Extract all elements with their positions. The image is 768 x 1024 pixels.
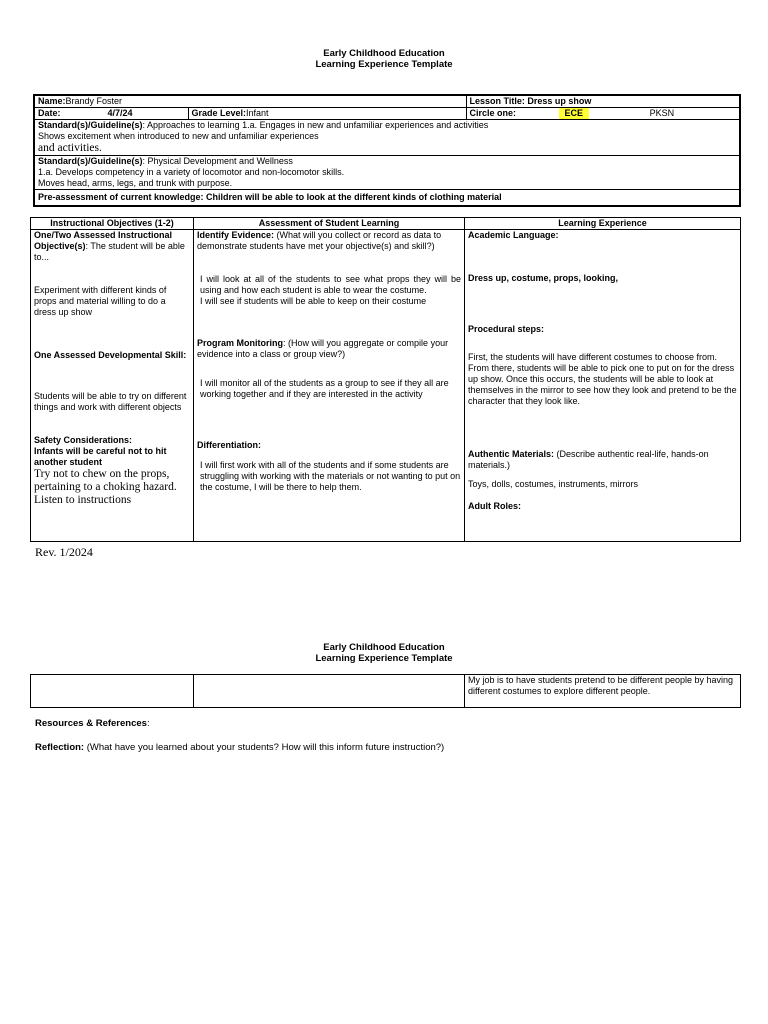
reflection	[35, 742, 444, 753]
date-value: 4/7/24	[107, 108, 133, 118]
standard-2-cell	[34, 156, 740, 190]
document-title-page-2	[0, 642, 768, 664]
standard-1-line-2: Shows excitement when introduced to new and unfamiliar experiences	[38, 131, 319, 141]
reflection-text: (What have you learned about your students? How will this inform future instruction?)	[84, 742, 445, 753]
name-value: Brandy Foster	[65, 96, 123, 106]
resources-references	[35, 718, 150, 729]
objective-label: One/Two Assessed Instructional Objective(s)	[34, 230, 173, 251]
standard-1-text: : Approaches to learning 1.a. Engages in new and unfamiliar experiences and activities	[142, 120, 489, 130]
learning-experience-table	[30, 217, 741, 542]
standard-1-cell	[34, 120, 740, 156]
standard-2-line-2: 1.a. Develops competency in a variety of locomotor and non-locomotor skills.	[38, 167, 345, 177]
authentic-materials-label: Authentic Materials:	[468, 449, 555, 459]
safety-line-2: Infants will be careful not to hit another student	[34, 446, 167, 467]
standard-1-label: Standard(s)/Guideline(s)	[38, 120, 143, 130]
assessment-column	[194, 230, 465, 542]
evidence-block	[197, 230, 461, 252]
circle-cell	[466, 108, 740, 120]
adult-roles-label: Adult Roles:	[468, 501, 521, 511]
skill-value: Students will be able to try on different things and work with different objects	[34, 391, 187, 412]
objective-block	[34, 230, 190, 263]
lesson-title-value: Dress up show	[527, 96, 592, 106]
monitoring-value: I will monitor all of the students as a group to see if they all are working together and if they are interested in the activity	[200, 378, 449, 399]
learning-experience-column	[465, 230, 741, 542]
date-row	[34, 108, 740, 120]
authentic-materials-text: (Describe authentic real-life, hands-on materials.)	[468, 449, 709, 470]
procedural-steps-value: First, the students will have different costumes to choose from. From there, students will be able to pick one to put on for the dress up show. Once this occurs, the students will be able to look at themselves in the mirror to see how they look and pretend to be the character that they look like.	[468, 352, 737, 406]
resources-label: Resources & References	[35, 718, 147, 729]
revision-note: Rev. 1/2024	[35, 545, 93, 559]
main-body-row	[31, 230, 741, 542]
title-line-2: Learning Experience Template	[315, 59, 453, 70]
objective-text: : The student will be able to...	[34, 241, 185, 262]
name-cell	[34, 95, 466, 108]
header-learning-experience: Learning Experience	[465, 218, 741, 230]
authentic-materials-value: Toys, dolls, costumes, instruments, mirrors	[468, 479, 639, 489]
evidence-value-2: I will see if students will be able to keep on their costume	[200, 296, 427, 306]
document-title	[0, 48, 768, 70]
circle-label: Circle one:	[469, 108, 517, 118]
objective-value: Experiment with different kinds of props and material willing to do a dress up show	[34, 285, 167, 317]
continuation-row	[31, 675, 741, 708]
procedural-steps-label: Procedural steps:	[468, 324, 545, 334]
title-line-1-page-2: Early Childhood Education	[323, 642, 445, 653]
evidence-label: Identify Evidence:	[197, 230, 275, 240]
differentiation-label: Differentiation:	[197, 440, 261, 450]
title-line-2-page-2: Learning Experience Template	[315, 653, 453, 664]
safety-label: Safety Considerations:	[34, 435, 133, 445]
authentic-materials-block	[468, 449, 737, 471]
lesson-title-cell	[466, 95, 740, 108]
date-label: Date:	[38, 108, 61, 118]
lesson-info-table	[33, 94, 741, 207]
header-assessment: Assessment of Student Learning	[194, 218, 465, 230]
standard-2-text: : Physical Development and Wellness	[142, 156, 293, 166]
continuation-cell-1	[31, 675, 194, 708]
grade-label: Grade Level:	[191, 108, 247, 118]
continuation-table	[30, 674, 741, 708]
name-row	[34, 95, 740, 108]
date-cell	[34, 108, 188, 120]
preassessment-cell: Pre-assessment of current knowledge: Children will be able to look at the different kinds of clothing material	[34, 190, 740, 207]
safety-value: Try not to chew on the props, pertaining to a choking hazard. Listen to instructions	[34, 468, 177, 506]
standard-2-label: Standard(s)/Guideline(s)	[38, 156, 143, 166]
main-header-row	[31, 218, 741, 230]
monitoring-label: Program Monitoring	[197, 338, 283, 348]
monitoring-block	[197, 338, 461, 360]
standard-2-line-3: Moves head, arms, legs, and trunk with purpose.	[38, 178, 233, 188]
evidence-value-1: I will look at all of the students to see what props they will be using and how each student is able to wear the costume.	[200, 274, 461, 295]
academic-language-label: Academic Language:	[468, 230, 559, 240]
circle-option-pksn: PKSN	[649, 108, 675, 118]
standard-1-row	[34, 120, 740, 156]
differentiation-value: I will first work with all of the students and if some students are struggling with working with the materials or not wanting to put on the costume, I will be there to help them.	[200, 460, 461, 492]
header-instructional-objectives: Instructional Objectives (1-2)	[31, 218, 194, 230]
standard-2-row	[34, 156, 740, 190]
evidence-text: (What will you collect or record as data to demonstrate students have met your objective(s) and skill?)	[197, 230, 442, 251]
title-line-1: Early Childhood Education	[323, 48, 445, 59]
resources-colon: :	[146, 718, 150, 729]
objectives-column	[31, 230, 194, 542]
circle-option-ece: ECE	[559, 108, 590, 119]
monitoring-text: : (How will you aggregate or compile your evidence into a class or group view?)	[197, 338, 449, 359]
grade-cell	[188, 108, 466, 120]
grade-value: Infant	[246, 108, 269, 118]
lesson-title-label: Lesson Title:	[469, 96, 525, 106]
standard-1-line-3: and activities.	[38, 142, 102, 154]
adult-role-value: My job is to have students pretend to be different people by having different costumes to explore different people.	[465, 675, 741, 708]
continuation-cell-2	[194, 675, 465, 708]
preassessment-row	[34, 190, 740, 207]
skill-label: One Assessed Developmental Skill:	[34, 350, 187, 360]
reflection-label: Reflection:	[35, 742, 85, 753]
name-label: Name:	[38, 96, 66, 106]
academic-language-value: Dress up, costume, props, looking,	[468, 273, 619, 283]
